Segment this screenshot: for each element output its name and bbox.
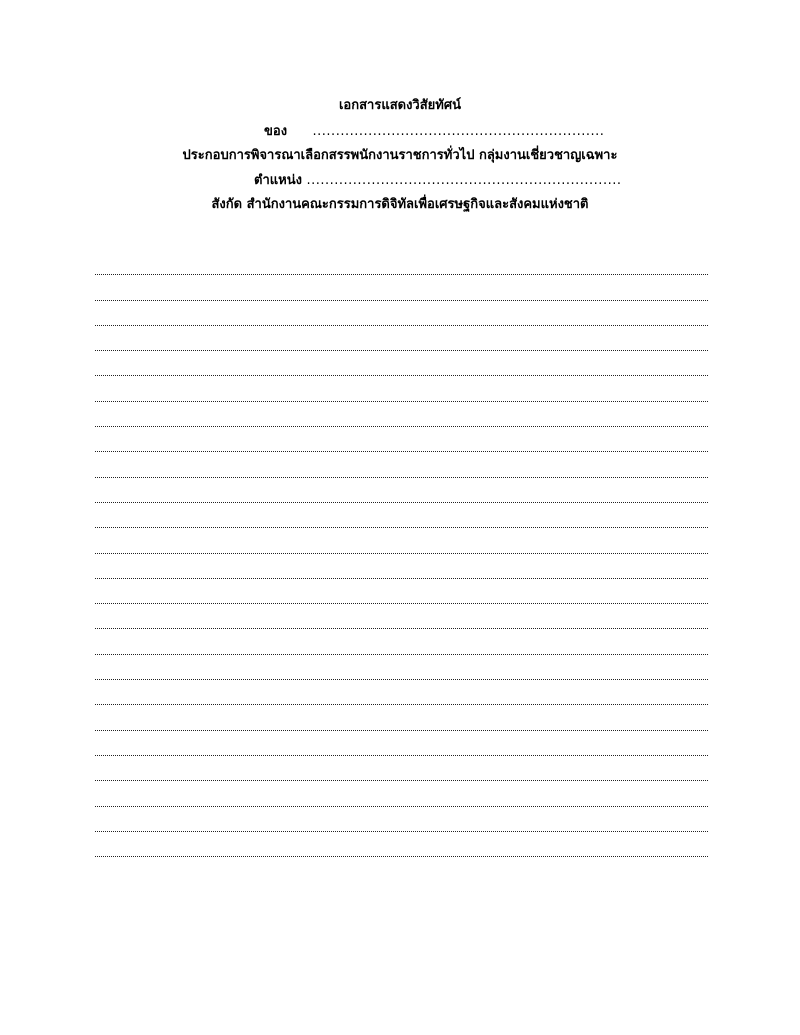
agency-line: สังกัด สำนักงานคณะกรรมการดิจิทัลเพื่อเศรษฐกิจและสังคมแห่งชาติ	[211, 197, 589, 212]
writing-line[interactable]	[95, 503, 708, 528]
writing-line[interactable]	[95, 655, 708, 680]
position-blank[interactable]: ....................................................................	[306, 173, 622, 188]
writing-line[interactable]	[95, 832, 708, 857]
writing-line[interactable]	[95, 326, 708, 351]
writing-line[interactable]	[95, 478, 708, 503]
writing-line[interactable]	[95, 680, 708, 705]
document-title: เอกสารแสดงวิสัยทัศน์	[338, 98, 461, 113]
writing-line[interactable]	[95, 807, 708, 832]
writing-line[interactable]	[95, 427, 708, 452]
writing-line[interactable]	[95, 275, 708, 300]
writing-line[interactable]	[95, 781, 708, 806]
position-line	[254, 172, 621, 190]
writing-line[interactable]	[95, 376, 708, 401]
writing-line[interactable]	[95, 604, 708, 629]
writing-line[interactable]	[95, 351, 708, 376]
writing-line[interactable]	[95, 705, 708, 730]
writing-line[interactable]	[95, 629, 708, 654]
writing-line[interactable]	[95, 402, 708, 427]
of-label: ของ	[264, 124, 288, 139]
writing-line[interactable]	[95, 731, 708, 756]
writing-line[interactable]	[95, 301, 708, 326]
of-line	[264, 123, 604, 141]
of-name-blank[interactable]: ...............................................................	[312, 124, 605, 139]
writing-line[interactable]	[95, 250, 708, 275]
writing-line[interactable]	[95, 452, 708, 477]
purpose-line: ประกอบการพิจารณาเลือกสรรพนักงานราชการทั่วไป กลุ่มงานเชี่ยวชาญเฉพาะ	[182, 148, 618, 163]
writing-line[interactable]	[95, 756, 708, 781]
writing-line[interactable]	[95, 554, 708, 579]
writing-line[interactable]	[95, 579, 708, 604]
vision-writing-area	[95, 250, 708, 857]
position-label: ตำแหน่ง	[254, 173, 302, 188]
writing-line[interactable]	[95, 528, 708, 553]
